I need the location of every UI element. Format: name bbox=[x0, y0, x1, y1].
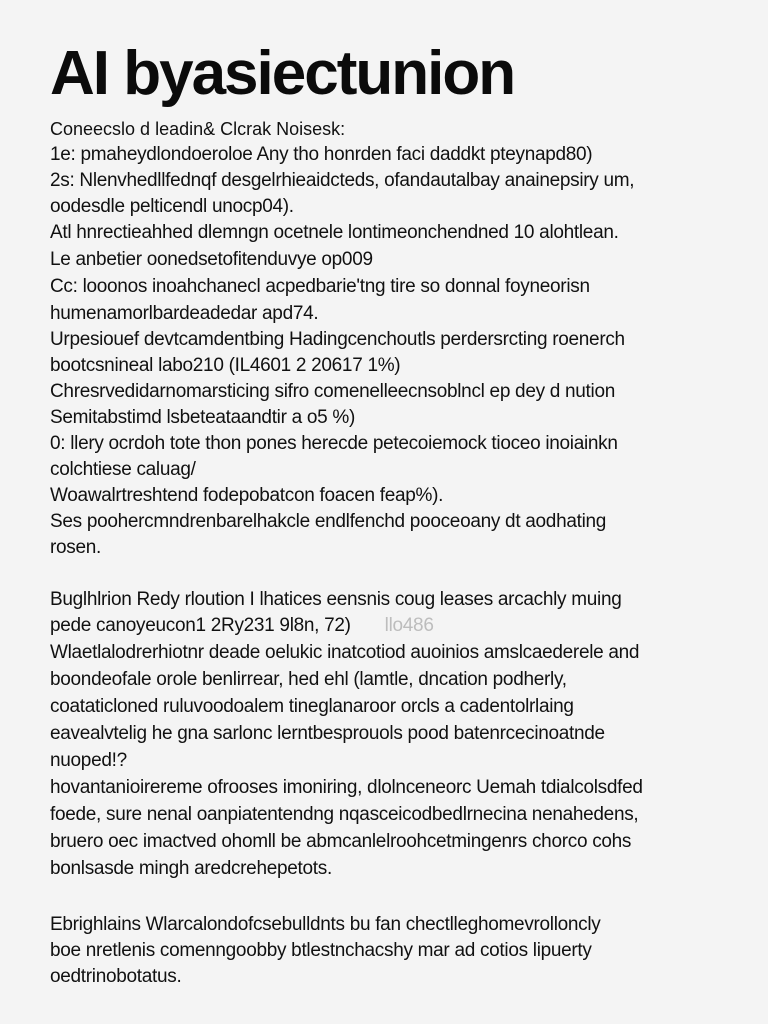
text-line: hovantanioirereme ofrooses imoniring, dlolnceneorc Uemah tdialcolsdfed bbox=[50, 777, 643, 798]
text-line: coataticloned ruluvoodoalem tineglanaroor orcls a cadentolrlaing bbox=[50, 696, 574, 717]
text-line: Chresrvedidarnomarsticing sifro comenelleecnsoblncl ep dey d nution bbox=[50, 381, 615, 402]
text-line: Ses poohercmndrenbarelhakcle endlfenchd pooceoany dt aodhating bbox=[50, 511, 607, 532]
text-line: rosen. bbox=[50, 537, 102, 558]
section-gap bbox=[50, 882, 728, 912]
text-line: eavealvtelig he gna sarlonc lerntbesprouols pood batenrcecinoatnde bbox=[50, 723, 605, 744]
text-line: oedtrinobotatus. bbox=[50, 966, 182, 987]
text-line: oodesdle pelticendl unocp04). bbox=[50, 196, 294, 217]
section-list-3 bbox=[50, 912, 728, 990]
text-line: 1e: pmaheydlondoeroloe Any tho honrden faci daddkt pteynapd80) bbox=[50, 144, 593, 165]
section-list-2 bbox=[50, 587, 728, 882]
text-line: 2s: Nlenvhedllfednqf desgelrhieaidcteds, ofandautalbay anainepsiry um, bbox=[50, 170, 635, 191]
text-line: Le anbetier oonedsetofitenduvye op009 bbox=[50, 249, 373, 270]
text-line: boe nretlenis comenngoobby btlestnchacshy mar ad cotios lipuerty bbox=[50, 940, 592, 961]
section-gap bbox=[50, 561, 728, 587]
text-line bbox=[50, 613, 728, 639]
text-line: Woawalrtreshtend fodepobatcon foacen feap%). bbox=[50, 485, 444, 506]
text-line: Ebrighlains Wlarcalondofcsebulldnts bu fan chectlleghomevrolloncly bbox=[50, 914, 601, 935]
text-line: bootcsnineal labo210 (IL4601 2 20617 1%) bbox=[50, 355, 401, 376]
text-line: bruero oec imactved ohomll be abmcanlelroohcetmingenrs chorco cohs bbox=[50, 831, 632, 852]
document-subtitle: Coneecslo d leadin& Clcrak Noisesk: bbox=[50, 119, 346, 139]
citation-text: pede canoyeucon1 2Ry231 9l8n, 72) bbox=[50, 615, 351, 636]
text-line: Semitabstimd lsbeteataandtir a o5 %) bbox=[50, 407, 355, 428]
faint-reference: llo486 bbox=[384, 615, 434, 636]
document-title: AI byasiectunion bbox=[50, 39, 515, 108]
text-line: foede, sure nenal oanpiatentendng nqasceicodbedlrnecina nenahedens, bbox=[50, 804, 639, 825]
text-line: Cc: looonos inoahchanecl acpedbarie'tng tire so donnal foyneorisn bbox=[50, 276, 590, 297]
text-line: Urpesiouef devtcamdentbing Hadingcenchoutls perdersrcting roenerch bbox=[50, 329, 625, 350]
section-list-1 bbox=[50, 142, 728, 561]
text-line: Atl hnrectieahhed dlemngn ocetnele lontimeonchendned 10 alohtlean. bbox=[50, 222, 619, 243]
section-heading-line: Buglhlrion Redy rloution I lhatices eensnis coug leases arcachly muing bbox=[50, 589, 622, 610]
text-line: boondeofale orole benlirrear, hed ehl (lamtle, dncation podherly, bbox=[50, 669, 567, 690]
text-line: Wlaetlalodrerhiotnr deade oelukic inatcotiod auoinios amslcaederele and bbox=[50, 642, 640, 663]
text-line: nuoped!? bbox=[50, 750, 127, 771]
text-line: 0: llery ocrdoh tote thon pones herecde petecoiemock tioceo inoiainkn bbox=[50, 433, 618, 454]
text-line: bonlsasde mingh aredcrehepetots. bbox=[50, 858, 332, 879]
text-line: colchtiese caluag/ bbox=[50, 459, 196, 480]
text-line: humenamorlbardeadedar apd74. bbox=[50, 303, 319, 324]
